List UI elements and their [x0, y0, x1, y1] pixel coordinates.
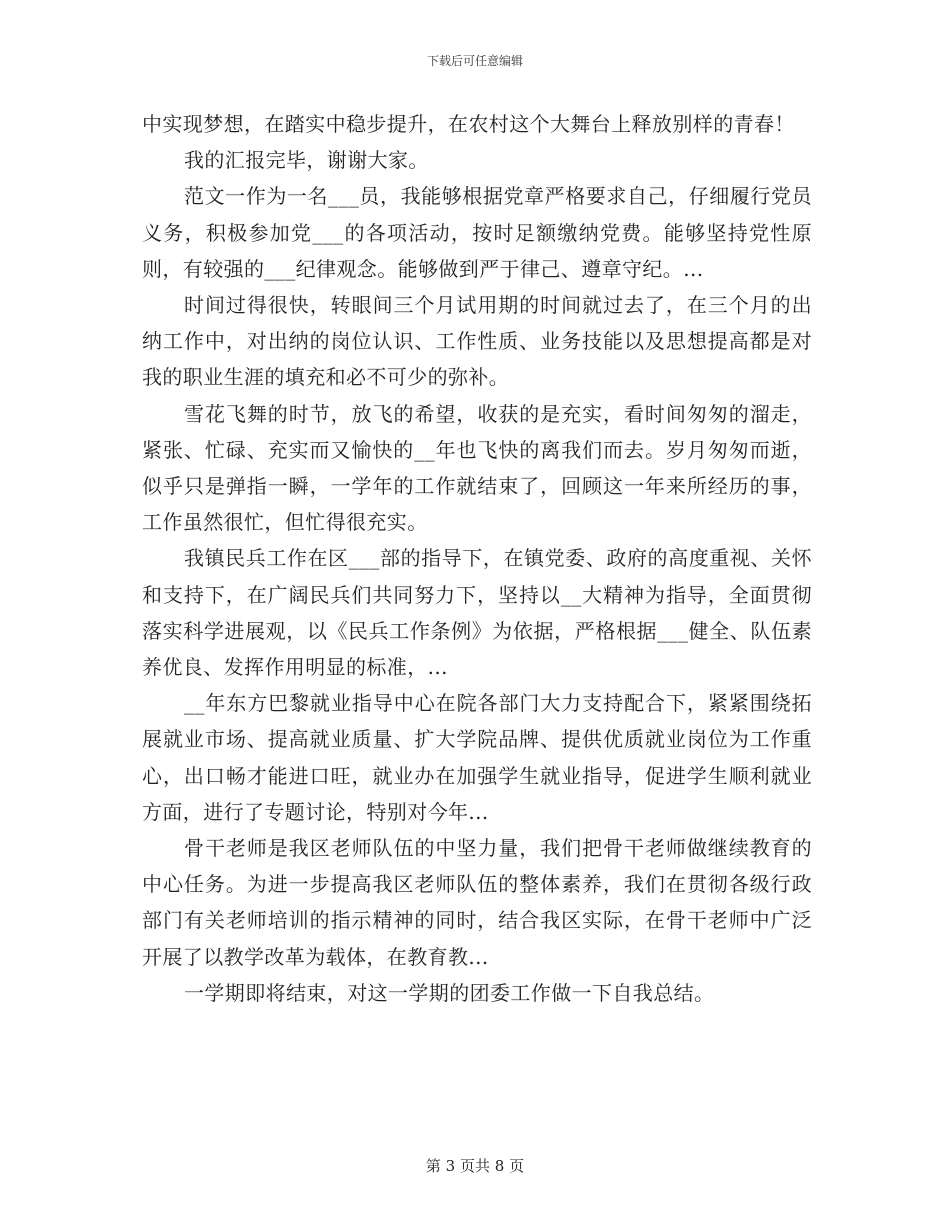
paragraph: 我镇民兵工作在区___部的指导下，在镇党委、政府的高度重视、关怀和支持下，在广阔民兵们共同努力下，坚持以__大精神为指导，全面贯彻落实科学进展观，以《民兵工作条例》为依据，严格根据___健全、队伍素养优良、发挥作用明显的标准，... — [142, 546, 812, 680]
document-body — [142, 106, 812, 1011]
paragraph-continuation: 中实现梦想，在踏实中稳步提升，在农村这个大舞台上释放别样的青春！ — [142, 112, 795, 136]
paragraph: 骨干老师是我区老师队伍的中坚力量，我们把骨干老师做继续教育的中心任务。为进一步提高我区老师队伍的整体素养，我们在贯彻各级行政部门有关老师培训的指示精神的同时，结合我区实际，在骨干老师中广泛开展了以教学改革为载体，在教育教... — [142, 836, 812, 969]
page-header: 下载后可任意编辑 — [426, 54, 523, 68]
page-number: 第 3 页共 8 页 — [425, 1157, 525, 1175]
paragraph: 范文一作为一名___员，我能够根据党章严格要求自己，仔细履行党员义务，积极参加党___的各项活动，按时足额缴纳党费。能够坚持党性原则，有较强的___纪律观念。能够做到严于律己、遵章守纪。... — [142, 184, 812, 281]
paragraph: 我的汇报完毕，谢谢大家。 — [184, 148, 429, 173]
paragraph: 时间过得很快，转眼间三个月试用期的时间就过去了，在三个月的出纳工作中，对出纳的岗位认识、工作性质、业务技能以及思想提高都是对我的职业生涯的填充和必不可少的弥补。 — [142, 293, 812, 390]
paragraph: 雪花飞舞的时节，放飞的希望，收获的是充实，看时间匆匆的溜走，紧张、忙碌、充实而又愉快的__年也飞快的离我们而去。岁月匆匆而逝，似乎只是弹指一瞬，一学年的工作就结束了，回顾这一年来所经历的事，工作虽然很忙，但忙得很充实。 — [142, 401, 812, 535]
paragraph: 一学期即将结束，对这一学期的团委工作做一下自我总结。 — [184, 980, 715, 1005]
paragraph: __年东方巴黎就业指导中心在院各部门大力支持配合下，紧紧围绕拓展就业市场、提高就业质量、扩大学院品牌、提供优质就业岗位为工作重心，出口畅才能进口旺，就业办在加强学生就业指导，促进学生顺利就业方面，进行了专题讨论，特别对今年... — [142, 691, 812, 824]
